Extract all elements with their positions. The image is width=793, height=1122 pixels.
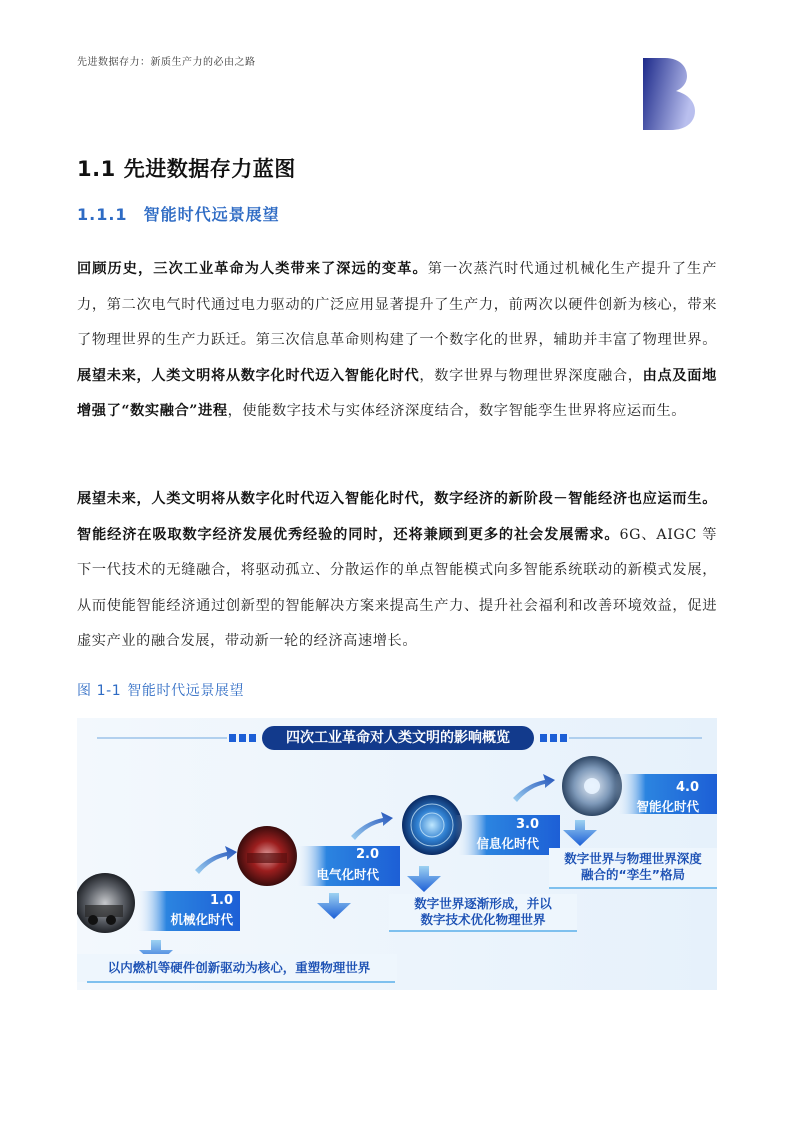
mid-bold: 展望未来，人类文明将从数字化时代迈入智能化时代	[77, 367, 420, 384]
era-2-name: 电气化时代	[316, 867, 379, 882]
era-4-name: 智能化时代	[636, 799, 699, 814]
era-4-description	[551, 851, 715, 883]
section-heading	[77, 153, 296, 183]
paragraph-history	[77, 252, 717, 430]
era-2-number: 2.0	[355, 847, 379, 862]
subsection-title: 智能时代远景展望	[143, 205, 280, 224]
text-d: ，使能数字技术与实体经济深度结合，数字智能孪生世界将应运而生。	[227, 403, 687, 419]
brand-logo	[643, 58, 695, 130]
era-1-number: 1.0	[209, 893, 233, 908]
era-4-description-line-2: 融合的“孪生”格局	[581, 867, 685, 882]
running-header: 先进数据存力：新质生产力的必由之路	[77, 57, 256, 68]
paragraph-outlook	[77, 482, 717, 660]
figure-number: 图 1-1	[77, 683, 122, 699]
bold-c: 由点及面地增强了“数实融合”进程	[77, 367, 717, 419]
era-3-description-line-1: 数字世界逐渐形成，并以	[414, 896, 552, 911]
era-3-name: 信息化时代	[476, 836, 539, 851]
era-1-description: 以内燃机等硬件创新驱动为核心，重塑物理世界	[107, 960, 371, 975]
figure-title: 四次工业革命对人类文明的影响概览	[286, 730, 510, 746]
era-3-description-line-2: 数字技术优化物理世界	[420, 912, 546, 927]
figure-caption-title: 智能时代远景展望	[127, 683, 245, 699]
industrial-revolution-figure	[77, 718, 717, 990]
subsection-number: 1.1.1	[77, 205, 128, 224]
era-3-description	[391, 896, 575, 928]
outlook-bold: 展望未来，人类文明将从数字化时代迈入智能化时代，数字经济的新阶段－智能经济也应运而生。智能经济在吸取数字经济发展优秀经验的同时，还将兼顾到更多的社会发展需求。	[77, 491, 717, 543]
section-number: 1.1	[77, 157, 116, 181]
text-b: ，数字世界与物理世界深度融合，	[419, 367, 643, 384]
subsection-heading	[77, 202, 280, 225]
era-3-number: 3.0	[515, 817, 539, 832]
steam-locomotive-image	[77, 873, 135, 933]
era-1-name: 机械化时代	[170, 912, 233, 927]
section-title: 先进数据存力蓝图	[123, 157, 296, 181]
outlook-text: 6G、AIGC 等下一代技术的无缝融合，将驱动孤立、分散运作的单点智能模式向多智能系统联动的新模式发展，从而使能智能经济通过创新型的智能解决方案来提高生产力、提升社会福利和改善环境效益，促进虚实产业的融合发展，带动新一轮的经济高速增长。	[77, 526, 717, 649]
era-4-description-line-1: 数字世界与物理世界深度	[564, 851, 702, 866]
text-a: 第一次蒸汽时代通过机械化生产提升了生产力，第二次电气时代通过电力驱动的广泛应用显著提升了生产力，前两次以硬件创新为核心，带来了物理世界的生产力跃迁。第三次信息革命则构建了一个数字化的世界，辅助并丰富了物理世界。	[77, 261, 717, 348]
lead-bold: 回顾历史，三次工业革命为人类带来了深远的变革。	[77, 261, 428, 277]
era-4-number: 4.0	[675, 780, 699, 795]
figure-caption	[77, 680, 244, 700]
